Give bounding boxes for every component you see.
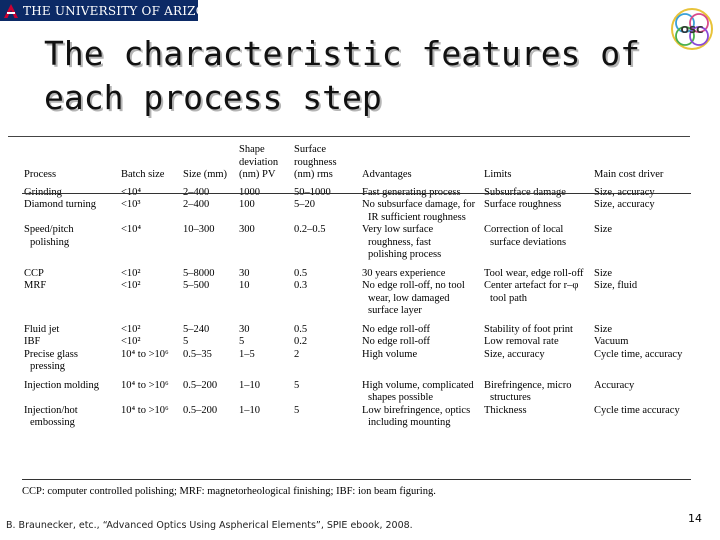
cell-line: Fast generating process [362,186,461,198]
cell-line: No edge roll-off [362,336,431,347]
cell-line: Very low surface [362,224,434,235]
table-cell-adv [360,405,482,430]
table-cell-adv [360,318,482,337]
cell-line: Low birefringence, optics [362,404,471,416]
cell-line: pressing [30,361,65,372]
table-cell-rough [292,199,360,224]
cell-line: 0.2 [294,336,308,347]
cell-line: 50–1000 [294,186,331,198]
table-cell-process [22,336,119,349]
table-cell-process [22,262,119,281]
table-cell-process [22,318,119,337]
university-name: THE UNIVERSITY OF ARIZONA® [23,3,232,18]
table-cell-batch [119,318,181,337]
column-header: Batch size [121,169,165,180]
cell-line: 300 [239,224,255,235]
table-cell-batch [119,336,181,349]
table-cell-process [22,224,119,262]
table-cell-shape [237,349,292,374]
table-cell-process [22,280,119,318]
cell-line: 10–300 [183,224,215,235]
cell-line: Stability of foot print [484,323,573,335]
table-row [22,280,692,318]
citation: B. Braunecker, etc., “Advanced Optics Using Aspherical Elements”, SPIE ebook, 2008. [6,520,413,531]
table-header-divider [22,193,691,194]
column-header: Surface roughness (nm) rms [294,144,337,180]
page-title: The characteristic features of each process step [44,34,641,117]
cell-line: Size, fluid [594,280,638,291]
table-cell-shape [237,405,292,430]
table-cell-cost [592,318,692,337]
cell-line: 10 [239,280,250,291]
table-cell-adv [360,336,482,349]
table-row [22,349,692,374]
cell-line: No edge roll-off [362,323,431,335]
table-cell-size [181,318,237,337]
cell-line: Subsurface damage [484,186,566,198]
table-cell-shape [237,336,292,349]
cell-line: <10² [121,323,141,335]
cell-line: Grinding [24,186,62,198]
cell-line: polishing [30,236,70,248]
table-cell-cost [592,374,692,405]
cell-line: 5 [294,404,300,416]
cell-line: 1–10 [239,379,260,391]
table-cell-shape [237,199,292,224]
table-cell-process [22,374,119,405]
cell-line: polishing process [368,249,442,260]
cell-line: Precise glass [24,348,78,360]
table-cell-rough [292,280,360,318]
table-cell-size [181,374,237,405]
cell-line: Birefringence, micro [484,379,572,391]
cell-line: 0.5–200 [183,379,218,391]
cell-line: <10⁴ [121,186,142,198]
cell-line: <10² [121,336,141,347]
table-row [22,262,692,281]
table-row [22,405,692,430]
cell-line: 1000 [239,186,260,198]
cell-line: Tool wear, edge roll-off [484,267,584,279]
cell-line: Injection molding [24,379,99,391]
table-cell-limits [482,405,592,430]
table-footnote: CCP: computer controlled polishing; MRF: magnetorheological finishing; IBF: ion beam figuring. [22,486,436,497]
table-cell-limits [482,262,592,281]
cell-line: 30 years experience [362,267,446,279]
table-cell-shape [237,224,292,262]
table-header-row [22,144,692,187]
cell-line: 100 [239,199,255,210]
column-header: Process [24,169,57,180]
table-cell-limits [482,374,592,405]
cell-line: 5 [239,336,245,347]
cell-line: 2–400 [183,199,210,210]
cell-line: Injection/hot [24,404,78,416]
cell-line: 5 [183,336,189,347]
table-cell-rough [292,336,360,349]
table-row [22,336,692,349]
cell-line: structures [490,392,531,403]
cell-line: 30 [239,267,250,279]
table-cell-limits [482,280,592,318]
cell-line: Low removal rate [484,336,559,347]
table-cell-cost [592,199,692,224]
cell-line: CCP [24,267,44,279]
table-cell-batch [119,405,181,430]
table-row [22,318,692,337]
table-cell-size [181,199,237,224]
table-cell-adv [360,224,482,262]
cell-line: 10⁴ to >10⁶ [121,404,169,416]
cell-line: 0.3 [294,280,308,291]
university-a-logo-icon [3,2,19,19]
table-cell-cost [592,262,692,281]
cell-line: Size [594,323,613,335]
cell-line: Cycle time, accuracy [594,348,683,360]
table-cell-rough [292,405,360,430]
cell-line: shapes possible [368,392,434,403]
cell-line: High volume, complicated [362,379,474,391]
table-cell-limits [482,318,592,337]
table-cell-process [22,199,119,224]
cell-line: 0.5 [294,323,308,335]
cell-line: <10² [121,280,141,291]
table-cell-batch [119,374,181,405]
table-cell-cost [592,336,692,349]
cell-line: IBF [24,336,41,347]
cell-line: No subsurface damage, for [362,199,476,210]
cell-line: MRF [24,280,47,291]
cell-line: 5–8000 [183,267,215,279]
cell-line: Size, accuracy [594,186,655,198]
table-cell-batch [119,224,181,262]
cell-line: <10² [121,267,141,279]
table-cell-rough [292,224,360,262]
cell-line: 1–10 [239,404,260,416]
table-cell-shape [237,374,292,405]
column-header: Size (mm) [183,169,228,180]
cell-line: <10⁴ [121,224,142,235]
table-cell-size [181,349,237,374]
emblem-text: OSC [680,25,704,36]
cell-line: 0.5–200 [183,404,218,416]
table-cell-rough [292,349,360,374]
table-cell-size [181,224,237,262]
cell-line: 5–20 [294,199,315,210]
table-cell-process [22,405,119,430]
table-bottom-divider [22,479,691,480]
table-cell-adv [360,199,482,224]
cell-line: Vacuum [594,336,629,347]
column-header: Advantages [362,169,412,180]
cell-line: 0.2–0.5 [294,224,326,235]
cell-line: 10⁴ to >10⁶ [121,379,169,391]
table-cell-adv [360,349,482,374]
table-cell-size [181,336,237,349]
table-cell-shape [237,262,292,281]
cell-line: Surface roughness [484,199,562,210]
table-cell-size [181,262,237,281]
cell-line: surface deviations [490,236,567,248]
cell-line: Correction of local [484,224,564,235]
cell-line: 2 [294,348,300,360]
table-cell-limits [482,224,592,262]
table-cell-shape [237,318,292,337]
table-cell-cost [592,405,692,430]
cell-line: 0.5 [294,267,308,279]
column-header: Shape deviation (nm) PV [239,144,279,180]
table-cell-batch [119,280,181,318]
table-cell-size [181,280,237,318]
cell-line: 5–500 [183,280,210,291]
cell-line: embossing [30,417,75,428]
table-cell-cost [592,224,692,262]
cell-line: 5–240 [183,323,210,335]
table-cell-limits [482,199,592,224]
page-number: 14 [688,512,702,525]
cell-line: Speed/pitch [24,224,74,235]
table-cell-size [181,405,237,430]
cell-line: 10⁴ to >10⁶ [121,348,169,360]
table-cell-adv [360,262,482,281]
table-cell-rough [292,318,360,337]
cell-line: including mounting [368,417,451,428]
table-cell-limits [482,349,592,374]
cell-line: Size, accuracy [594,199,655,210]
table-cell-limits [482,336,592,349]
cell-line: Size [594,267,613,279]
table-cell-rough [292,374,360,405]
cell-line: Size [594,224,613,235]
cell-line: Center artefact for r–φ [484,280,579,291]
table-row [22,374,692,405]
cell-line: Size, accuracy [484,348,545,360]
cell-line: 0.5–35 [183,348,212,360]
university-logo-bar [0,0,232,21]
cell-line: 30 [239,323,250,335]
cell-line: High volume [362,348,418,360]
process-comparison-table [22,144,692,430]
cell-line: Fluid jet [24,323,60,335]
table-cell-adv [360,280,482,318]
cell-line: <10³ [121,199,141,210]
cell-line: Cycle time accuracy [594,404,680,416]
cell-line: IR sufficient roughness [368,211,466,223]
table-cell-process [22,349,119,374]
cell-line: 5 [294,379,300,391]
cell-line: 2–400 [183,186,210,198]
cell-line: tool path [490,292,528,304]
table-cell-shape [237,280,292,318]
table-cell-cost [592,280,692,318]
cell-line: Accuracy [594,379,635,391]
table-cell-cost [592,349,692,374]
cell-line: Thickness [484,404,527,416]
table-cell-batch [119,199,181,224]
table-row [22,224,692,262]
cell-line: No edge roll-off, no tool [362,280,465,291]
cell-line: 1–5 [239,348,255,360]
column-header: Main cost driver [594,169,664,180]
table-row [22,199,692,224]
column-header: Limits [484,169,512,180]
table-cell-rough [292,262,360,281]
cell-line: surface layer [368,305,422,316]
table-cell-adv [360,374,482,405]
title-divider [8,136,690,137]
cell-line: roughness, fast [368,236,431,248]
table-cell-batch [119,349,181,374]
cell-line: wear, low damaged [368,292,450,304]
table-cell-batch [119,262,181,281]
cell-line: Diamond turning [24,199,97,210]
